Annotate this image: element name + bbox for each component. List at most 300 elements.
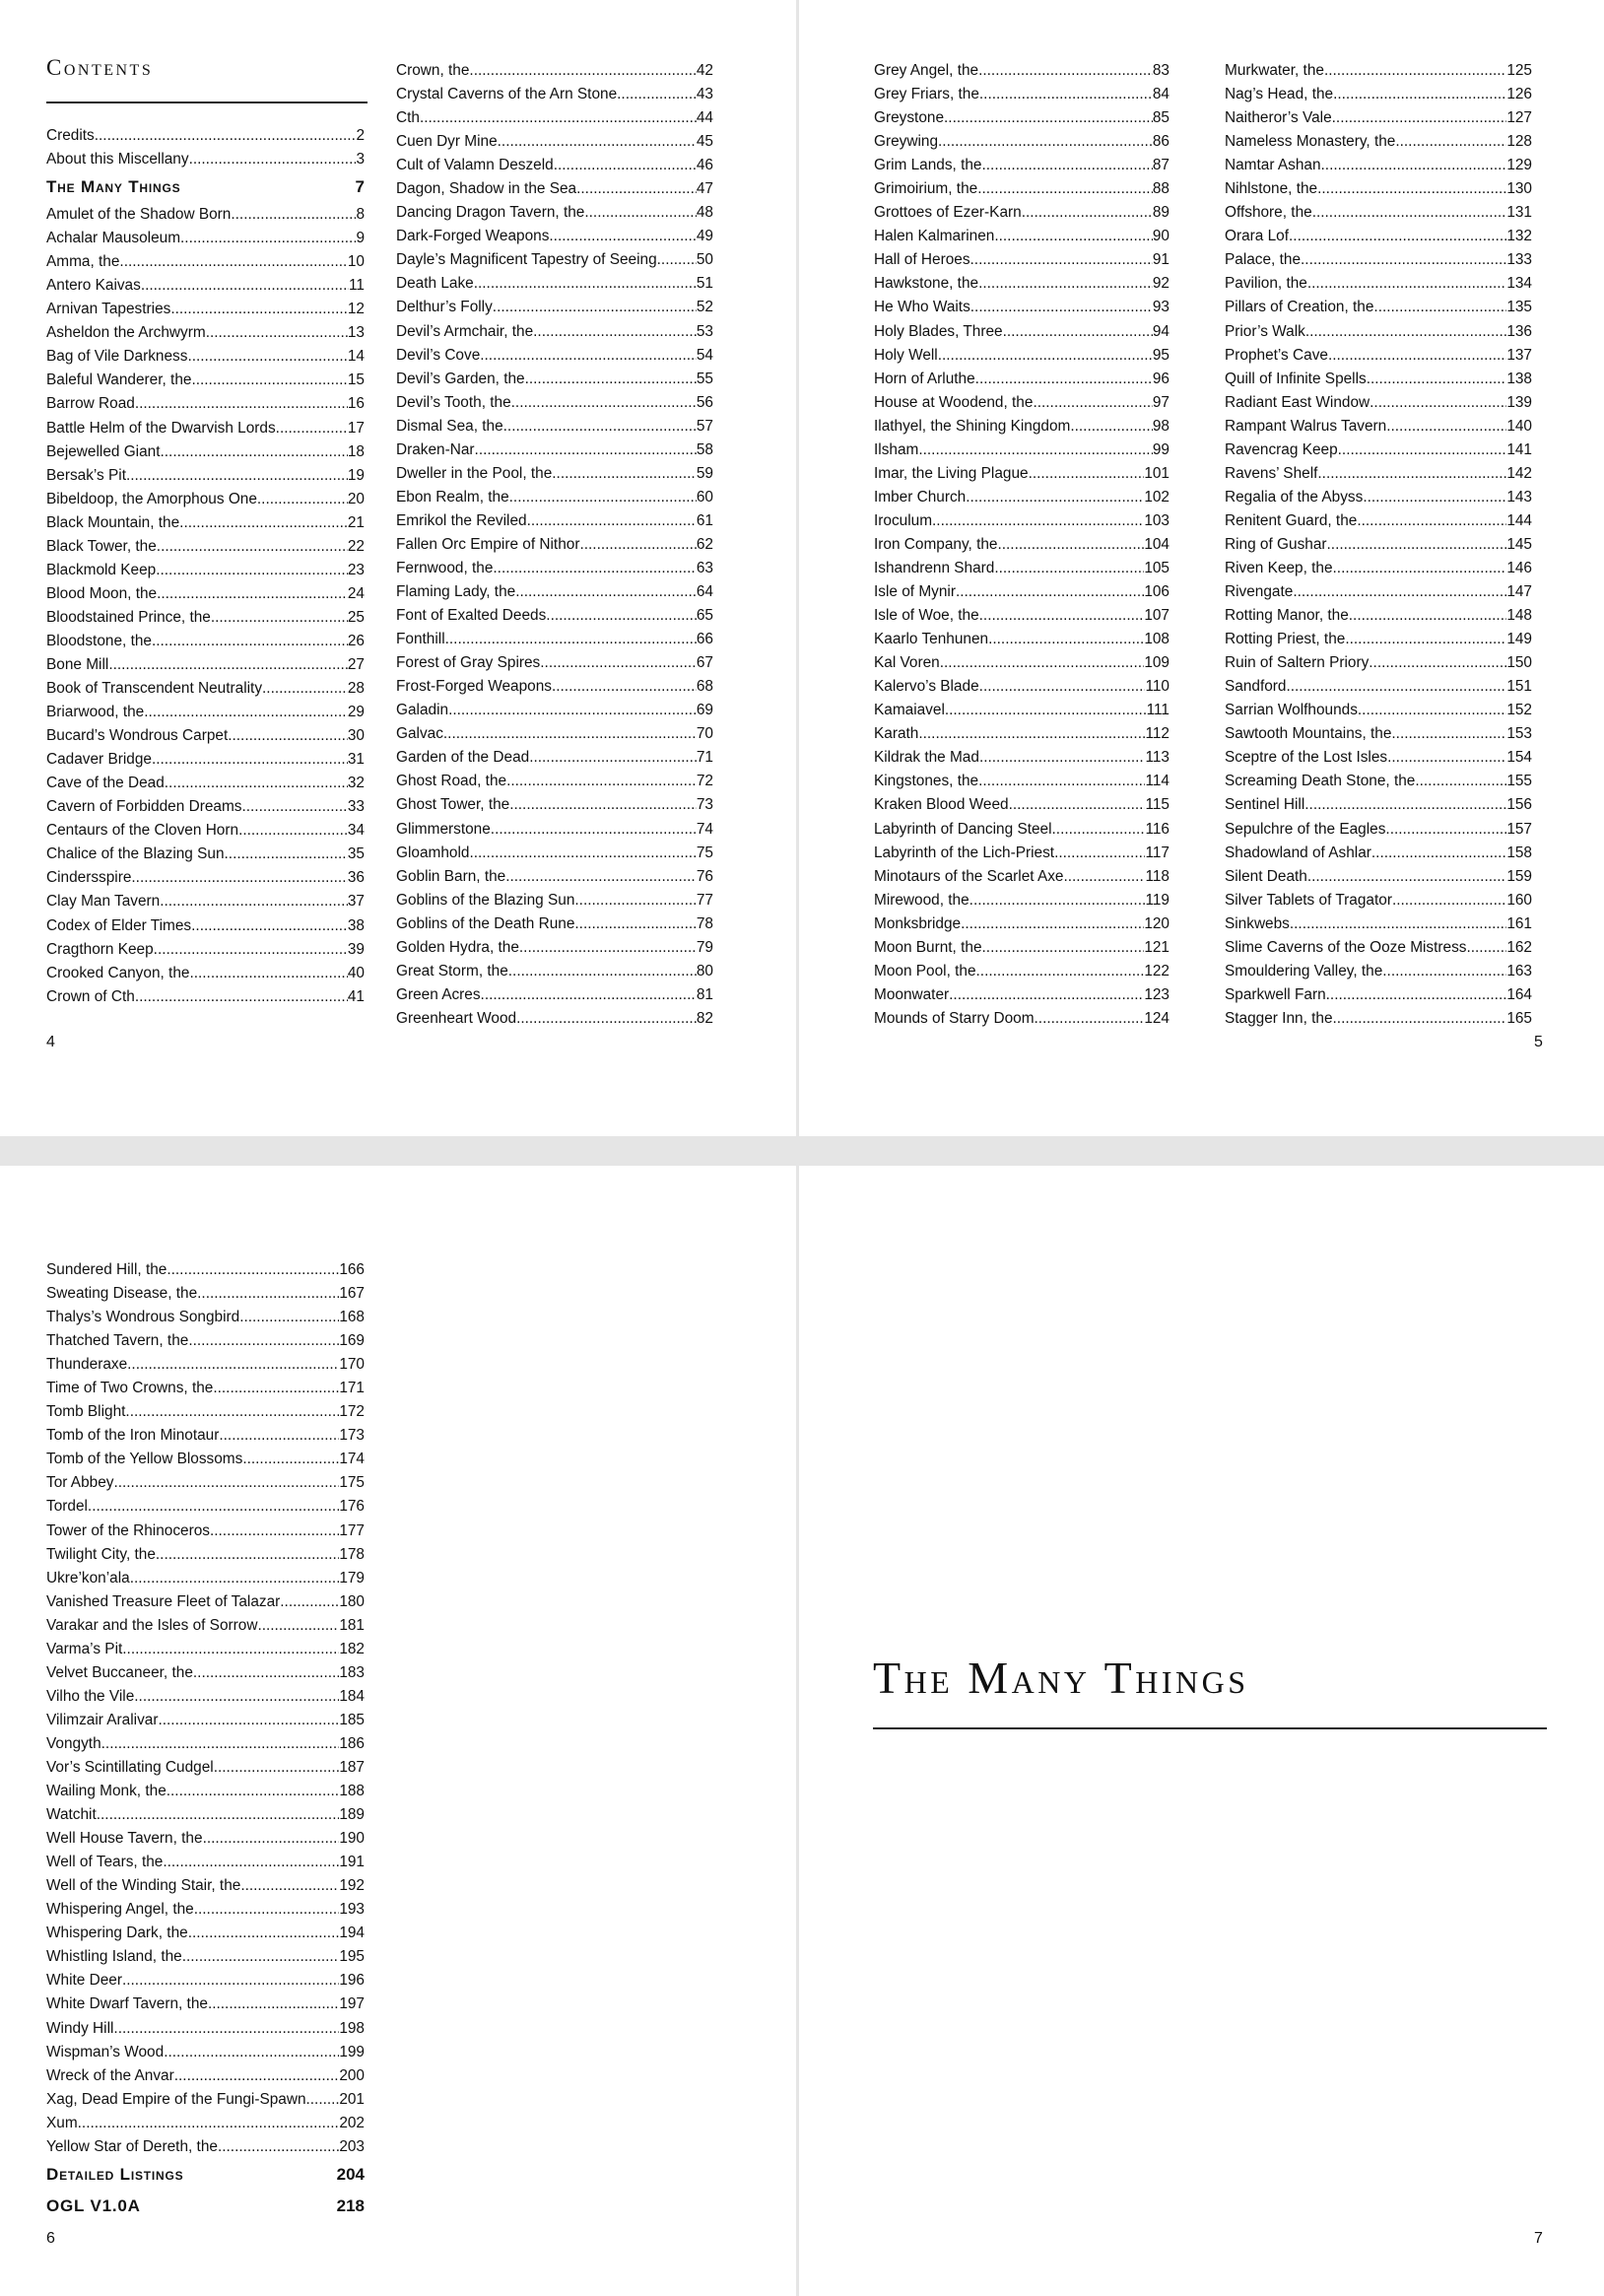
toc-entry-page: 65 [696,607,713,625]
toc-entry[interactable] [1225,509,1532,533]
toc-entry[interactable] [1225,59,1532,83]
toc-entry[interactable] [396,130,713,154]
toc-entry-title: Pillars of Creation, the [1225,299,1374,316]
dot-leader [1003,320,1153,344]
toc-entry[interactable] [1225,770,1532,793]
toc-entry-title: Grim Lands, the [874,157,982,174]
toc-entry[interactable] [46,630,365,653]
toc-entry-title: Font of Exalted Deeds [396,607,547,625]
toc-entry-title: Varma’s Pit [46,1640,123,1657]
toc-entry-page: 129 [1506,157,1532,174]
toc-entry[interactable] [396,746,713,770]
toc-section-detailed-listings[interactable] [46,2159,365,2191]
toc-entry-title: Cavern of Forbidden Dreams [46,798,242,816]
toc-entry[interactable] [46,1353,365,1377]
toc-entry[interactable] [1225,1007,1532,1031]
toc-entry[interactable] [396,936,713,960]
toc-entry[interactable] [396,296,713,319]
toc-entry[interactable] [46,772,365,795]
toc-entry[interactable] [874,83,1170,106]
toc-entry[interactable] [46,148,365,171]
toc-entry[interactable] [1225,439,1532,462]
toc-entry-title: Kaarlo Tenhunen [874,631,989,648]
toc-entry[interactable] [874,604,1170,628]
toc-entry-page: 156 [1506,796,1532,814]
toc-entry[interactable] [396,865,713,889]
toc-entry-page: 51 [696,275,713,293]
toc-entry[interactable] [396,320,713,344]
toc-entry[interactable] [46,890,365,913]
toc-entry[interactable] [1225,793,1532,817]
toc-entry[interactable] [1225,368,1532,391]
toc-entry[interactable] [396,651,713,675]
toc-entry[interactable] [46,1543,365,1567]
toc-entry[interactable] [396,628,713,651]
toc-entry[interactable] [1225,675,1532,699]
toc-entry[interactable] [874,842,1170,865]
toc-entry-page: 91 [1152,251,1170,269]
dot-leader [161,440,348,464]
toc-entry[interactable] [46,914,365,938]
dot-leader [1301,248,1506,272]
toc-entry[interactable] [1225,106,1532,130]
toc-entry[interactable] [874,699,1170,722]
toc-entry-page: 130 [1506,180,1532,198]
toc-entry-title: He Who Waits [874,299,970,316]
toc-entry[interactable] [874,746,1170,770]
toc-entry[interactable] [874,628,1170,651]
toc-entry-title: Kraken Blood Weed [874,796,1009,814]
dot-leader [515,580,697,604]
toc-entry[interactable] [874,130,1170,154]
toc-entry[interactable] [1225,983,1532,1007]
toc-entry[interactable] [874,770,1170,793]
toc-entry[interactable] [46,1495,365,1519]
toc-entry-page: 89 [1152,204,1170,222]
toc-entry[interactable] [396,983,713,1007]
toc-entry[interactable] [874,557,1170,580]
toc-entry[interactable] [396,675,713,699]
toc-entry[interactable] [46,1827,365,1851]
toc-entry[interactable] [46,819,365,843]
toc-entry[interactable] [874,651,1170,675]
toc-entry[interactable] [1225,296,1532,319]
toc-entry[interactable] [874,59,1170,83]
toc-entry-page: 77 [696,891,713,909]
toc-entry[interactable] [46,1898,365,1922]
toc-entry[interactable] [46,1851,365,1874]
toc-entry[interactable] [396,201,713,225]
toc-entry[interactable] [874,960,1170,983]
toc-entry[interactable] [1225,604,1532,628]
toc-entry[interactable] [1225,177,1532,201]
toc-entry[interactable] [46,1732,365,1756]
toc-entry[interactable] [1225,154,1532,177]
toc-entry[interactable] [396,960,713,983]
toc-entry[interactable] [396,391,713,415]
toc-entry[interactable] [46,2017,365,2041]
toc-entry[interactable] [46,1471,365,1495]
toc-entry-page: 140 [1506,417,1532,435]
toc-entry-title: Barrow Road [46,395,135,413]
dot-leader [546,604,697,628]
toc-entry[interactable] [1225,415,1532,439]
toc-entry[interactable] [46,1282,365,1306]
dot-leader [122,1969,339,1992]
toc-entry[interactable] [46,843,365,866]
toc-entry-title: Tordel [46,1498,88,1516]
toc-entry[interactable] [396,1007,713,1031]
toc-entry[interactable] [46,1638,365,1661]
toc-entry[interactable] [46,985,365,1009]
toc-entry[interactable] [46,1519,365,1543]
dot-leader [1307,865,1506,889]
toc-entry[interactable] [396,439,713,462]
dot-leader [1349,604,1507,628]
toc-entry-title: Clay Man Tavern [46,893,161,911]
toc-column-3 [874,59,1170,1031]
toc-entry[interactable] [46,535,365,559]
toc-entry[interactable] [46,677,365,701]
toc-entry[interactable] [396,154,713,177]
toc-entry[interactable] [874,486,1170,509]
toc-entry[interactable] [396,580,713,604]
toc-entry[interactable] [1225,272,1532,296]
toc-entry-title: Goblins of the Death Rune [396,914,575,932]
toc-entry[interactable] [396,722,713,746]
toc-entry[interactable] [1225,83,1532,106]
toc-entry-title: Glimmerstone [396,820,491,838]
toc-entry-title: Isle of Mynir [874,583,956,601]
toc-entry[interactable] [46,345,365,369]
toc-entry[interactable] [874,368,1170,391]
toc-entry[interactable] [396,106,713,130]
toc-entry-page: 44 [696,109,713,127]
toc-entry[interactable] [874,391,1170,415]
dot-leader [469,59,696,83]
toc-entry[interactable] [874,415,1170,439]
toc-entry[interactable] [46,938,365,962]
toc-entry-page: 58 [696,440,713,458]
toc-entry[interactable] [874,865,1170,889]
toc-entry[interactable] [1225,225,1532,248]
toc-entry[interactable] [46,701,365,724]
toc-entry[interactable] [1225,130,1532,154]
page-number: 6 [46,2230,55,2247]
toc-entry[interactable] [396,368,713,391]
page-4 [0,0,796,1136]
toc-entry[interactable] [46,227,365,250]
toc-entry[interactable] [46,1424,365,1448]
toc-entry[interactable] [46,274,365,298]
toc-entry[interactable] [46,2135,365,2159]
toc-entry-page: 53 [696,322,713,340]
dot-leader [1387,746,1506,770]
toc-entry[interactable] [1225,580,1532,604]
toc-entry[interactable] [46,748,365,772]
toc-entry[interactable] [396,770,713,793]
toc-entry[interactable] [874,248,1170,272]
toc-entry[interactable] [396,344,713,368]
toc-entry[interactable] [1225,936,1532,960]
toc-entry[interactable] [1225,889,1532,912]
dot-leader [197,1282,339,1306]
toc-entry[interactable] [46,606,365,630]
toc-entry[interactable] [46,321,365,345]
toc-entry[interactable] [874,225,1170,248]
toc-entry-page: 85 [1152,109,1170,127]
dot-leader [1385,818,1506,842]
toc-entry[interactable] [46,2088,365,2112]
page-5 [799,0,1604,1136]
toc-entry[interactable] [1225,818,1532,842]
toc-entry-title: Naitheror’s Vale [1225,109,1332,127]
toc-entry[interactable] [874,509,1170,533]
dot-leader [977,177,1153,201]
toc-entry-title: Riven Keep, the [1225,559,1333,576]
toc-entry-page: 119 [1145,891,1170,909]
toc-entry[interactable] [396,272,713,296]
toc-entry[interactable] [396,818,713,842]
toc-entry[interactable] [396,889,713,912]
toc-entry-title: Golden Hydra, the [396,938,519,956]
dot-leader [1326,983,1507,1007]
toc-entry[interactable] [396,225,713,248]
dot-leader [158,1709,339,1732]
toc-entry-page: 64 [696,583,713,601]
toc-entry-title: Vilimzair Aralivar [46,1711,159,1728]
toc-entry[interactable] [396,533,713,557]
dot-leader [225,843,348,866]
toc-entry[interactable] [874,272,1170,296]
title-rule [46,101,368,103]
toc-entry[interactable] [1225,699,1532,722]
toc-entry[interactable] [46,488,365,511]
toc-entry[interactable] [1225,746,1532,770]
toc-entry[interactable] [874,320,1170,344]
dot-leader [540,651,697,675]
toc-entry[interactable] [396,842,713,865]
toc-entry[interactable] [46,1992,365,2016]
dot-leader [1386,415,1506,439]
toc-entry[interactable] [874,936,1170,960]
toc-entry[interactable] [46,369,365,392]
toc-entry[interactable] [1225,557,1532,580]
toc-entry[interactable] [46,1329,365,1353]
dot-leader [519,936,697,960]
toc-entry[interactable] [46,1590,365,1614]
toc-entry[interactable] [396,509,713,533]
toc-entry[interactable] [396,415,713,439]
toc-entry[interactable] [396,59,713,83]
toc-entry[interactable] [1225,912,1532,936]
toc-entry[interactable] [1225,628,1532,651]
toc-entry-title: Moon Pool, the [874,962,976,979]
dot-leader [979,604,1145,628]
toc-entry[interactable] [874,533,1170,557]
toc-entry-page: 83 [1152,62,1170,79]
dot-leader [131,866,347,890]
toc-entry[interactable] [396,83,713,106]
toc-entry[interactable] [874,462,1170,486]
dot-leader [982,154,1153,177]
toc-entry[interactable] [46,1969,365,1992]
toc-entry[interactable] [46,124,365,148]
toc-entry[interactable] [46,1614,365,1638]
dot-leader [525,368,697,391]
toc-entry[interactable] [1225,248,1532,272]
toc-entry-title: Moon Burnt, the [874,938,982,956]
dot-leader [657,248,697,272]
toc-entry[interactable] [396,604,713,628]
toc-entry[interactable] [396,912,713,936]
toc-entry[interactable] [46,417,365,440]
toc-entry[interactable] [46,2041,365,2064]
toc-entry[interactable] [1225,462,1532,486]
toc-entry[interactable] [46,250,365,274]
toc-entry[interactable] [46,795,365,819]
toc-entry[interactable] [46,464,365,488]
toc-entry[interactable] [46,1400,365,1424]
toc-entry-title: Centaurs of the Cloven Horn [46,822,239,840]
toc-entry[interactable] [874,580,1170,604]
toc-entry[interactable] [46,511,365,535]
toc-entry-title: Thalys’s Wondrous Songbird [46,1309,240,1326]
dot-leader [516,1007,697,1031]
toc-entry[interactable] [874,675,1170,699]
toc-entry[interactable] [396,557,713,580]
toc-entry-page: 71 [696,749,713,767]
toc-entry[interactable] [46,559,365,582]
toc-entry[interactable] [396,699,713,722]
toc-entry[interactable] [46,203,365,227]
toc-entry[interactable] [1225,842,1532,865]
toc-entry[interactable] [46,1945,365,1969]
dot-leader [231,203,356,227]
dot-leader [969,889,1146,912]
toc-entry[interactable] [46,1377,365,1400]
toc-entry[interactable] [874,722,1170,746]
toc-entry-page: 46 [696,157,713,174]
toc-entry[interactable] [1225,344,1532,368]
toc-entry-title: Rotting Priest, the [1225,631,1346,648]
toc-entry[interactable] [874,296,1170,319]
dot-leader [1392,889,1506,912]
toc-entry-title: Fallen Orc Empire of Nithor [396,535,580,553]
toc-entry[interactable] [396,793,713,817]
toc-entry-page: 124 [1144,1009,1170,1027]
toc-entry[interactable] [1225,391,1532,415]
toc-entry-page: 25 [347,608,365,626]
toc-entry[interactable] [46,1803,365,1827]
toc-entry[interactable] [46,1709,365,1732]
toc-entry-title: Wailing Monk, the [46,1783,167,1800]
toc-entry-title: Ravens’ Shelf [1225,464,1318,482]
toc-entry[interactable] [874,344,1170,368]
toc-entry[interactable] [46,1874,365,1898]
toc-entry[interactable] [874,439,1170,462]
toc-entry-title: Crooked Canyon, the [46,964,190,981]
dot-leader [475,439,697,462]
toc-entry[interactable] [46,1448,365,1471]
toc-entry[interactable] [874,177,1170,201]
toc-entry[interactable] [46,582,365,606]
toc-entry[interactable] [874,793,1170,817]
toc-entry-title: Galvac [396,725,443,743]
toc-entry[interactable] [874,154,1170,177]
toc-entry[interactable] [46,2112,365,2135]
toc-entry[interactable] [46,2064,365,2088]
toc-entry-title: Hall of Heroes [874,251,970,269]
toc-entry[interactable] [396,486,713,509]
dot-leader [420,106,697,130]
dot-leader [1327,533,1507,557]
toc-entry[interactable] [46,1780,365,1803]
toc-entry[interactable] [46,1922,365,1945]
toc-entry-page: 41 [347,987,365,1005]
toc-entry-page: 22 [347,537,365,555]
toc-entry[interactable] [874,106,1170,130]
toc-section-label: Detailed Listings [46,2164,184,2184]
toc-entry[interactable] [46,392,365,416]
toc-entry[interactable] [46,962,365,985]
toc-entry[interactable] [46,1756,365,1780]
toc-entry[interactable] [1225,865,1532,889]
toc-entry-page: 116 [1145,820,1170,838]
toc-entry-page: 150 [1506,654,1532,672]
toc-entry[interactable] [46,1306,365,1329]
toc-entry[interactable] [1225,960,1532,983]
toc-entry[interactable] [46,653,365,677]
toc-entry[interactable] [1225,722,1532,746]
toc-entry-page: 185 [339,1711,365,1728]
toc-entry[interactable] [874,201,1170,225]
toc-entry[interactable] [1225,201,1532,225]
toc-entry[interactable] [46,1258,365,1282]
dot-leader [509,486,697,509]
toc-entry[interactable] [874,983,1170,1007]
toc-section-ogl[interactable] [46,2191,365,2222]
toc-entry[interactable] [46,1685,365,1709]
toc-entry[interactable] [874,889,1170,912]
toc-entry[interactable] [1225,533,1532,557]
toc-entry[interactable] [874,912,1170,936]
dot-leader [949,983,1144,1007]
dot-leader [506,770,697,793]
toc-entry[interactable] [46,866,365,890]
toc-entry[interactable] [1225,651,1532,675]
toc-entry[interactable] [396,462,713,486]
toc-entry-page: 94 [1152,322,1170,340]
toc-entry[interactable] [874,1007,1170,1031]
toc-entry[interactable] [1225,320,1532,344]
toc-section-many-things[interactable] [46,171,365,203]
toc-entry[interactable] [46,298,365,321]
dot-leader [213,1377,339,1400]
toc-entry[interactable] [46,1567,365,1590]
toc-entry[interactable] [396,177,713,201]
toc-entry[interactable] [874,818,1170,842]
toc-entry-page: 23 [347,561,365,578]
dot-leader [1333,83,1506,106]
toc-entry[interactable] [46,1661,365,1685]
toc-entry-page: 82 [696,1009,713,1027]
toc-entry[interactable] [396,248,713,272]
dot-leader [549,225,696,248]
toc-entry[interactable] [46,724,365,748]
toc-entry[interactable] [46,440,365,464]
toc-entry[interactable] [1225,486,1532,509]
